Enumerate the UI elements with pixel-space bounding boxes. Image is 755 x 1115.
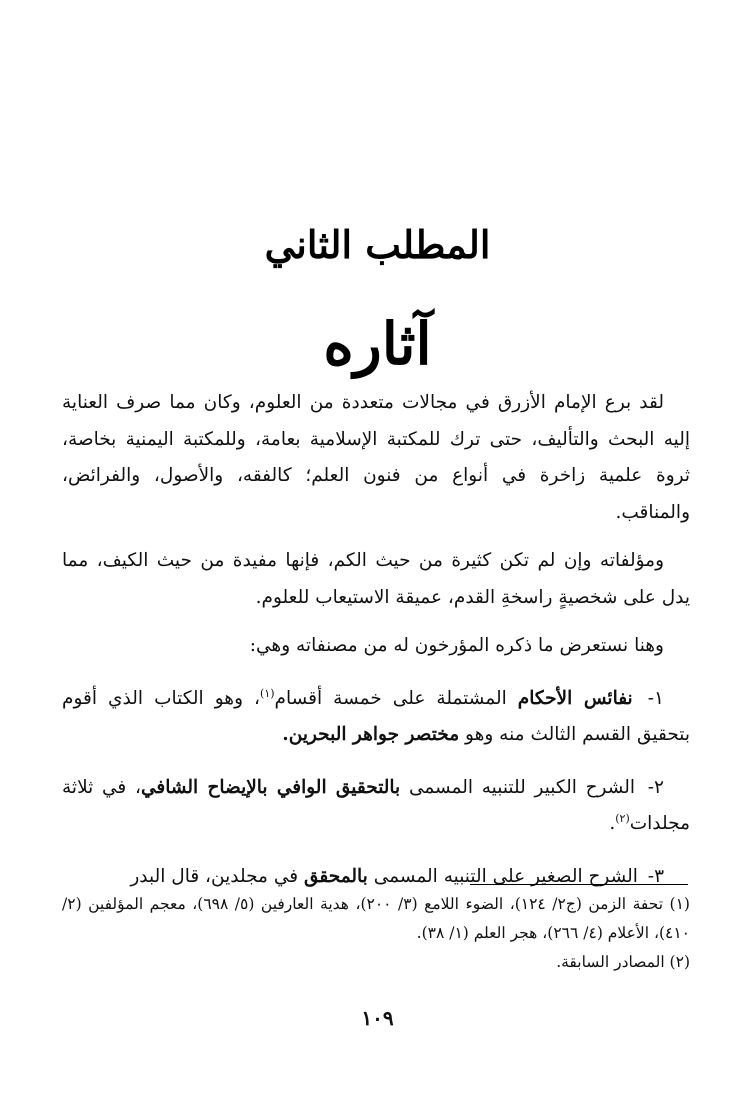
footnote-ref-1: (١) bbox=[260, 686, 275, 700]
body-text bbox=[62, 385, 690, 895]
list-item-text: المشتملة على خمسة أقسام bbox=[274, 687, 518, 709]
footnote-1: (١) تحفة الزمن (ج٢/ ١٢٤)، الضوء اللامع (٣/ ٢٠٠)، هدية العارفين (٥/ ٦٩٨)، معجم المؤلفين (٢/ ٤١٠)، الأعلام (٤/ ٢٦٦)، هجر العلم (١/ ٣٨). bbox=[62, 895, 690, 942]
list-item-text: في مجلدين، قال البدر bbox=[130, 865, 304, 887]
page-number: ١٠٩ bbox=[361, 1006, 394, 1030]
list-item-text: الشرح الكبير للتنبيه المسمى bbox=[400, 776, 644, 798]
list-item-number: ٢- bbox=[647, 776, 664, 798]
chapter-title: آثاره bbox=[323, 310, 432, 378]
book-title: بالتحقيق الوافي بالإيضاح الشافي bbox=[140, 776, 401, 798]
list-item-1 bbox=[62, 681, 690, 754]
book-title: نفائس الأحكام bbox=[517, 687, 633, 709]
section-title: المطلب الثاني bbox=[264, 222, 491, 267]
list-item-text: ، في ثلاثة مجلدات bbox=[62, 776, 690, 834]
paragraph-1: لقد برع الإمام الأزرق في مجالات متعددة من العلوم، وكان مما صرف العناية إليه البحث والتأليف، حتى ترك للمكتبة الإسلامية بعامة، وللمكتبة اليمنية بخاصة، ثروة علمية زاخرة في أنواع من فنون العلم؛ كالفقه، والأصول، والفرائض، والمناقب. bbox=[62, 392, 690, 523]
footnote-2: (٢) المصادر السابقة. bbox=[556, 953, 690, 971]
footnotes bbox=[62, 890, 690, 977]
list-item-number: ١- bbox=[647, 687, 664, 709]
list-item-2 bbox=[62, 770, 690, 843]
list-item-text: ، وهو الكتاب الذي أقوم بتحقيق القسم الثالث منه وهو bbox=[62, 687, 690, 745]
paragraph-3: وهنا نستعرض ما ذكره المؤرخون له من مصنفاته وهي: bbox=[249, 635, 664, 656]
list-item-text: . bbox=[609, 813, 616, 834]
footnote-ref-2: (٢) bbox=[615, 812, 630, 825]
book-title: مختصر جواهر البحرين. bbox=[282, 724, 460, 745]
paragraph-2: ومؤلفاته وإن لم تكن كثيرة من حيث الكم، فإنها مفيدة من حيث الكيف، مما يدل على شخصيةٍ راسخةِ القدم، عميقة الاستيعاب للعلوم. bbox=[62, 550, 690, 608]
book-title: بالمحقق bbox=[303, 865, 368, 887]
list-item-number: ٣- bbox=[647, 865, 664, 887]
list-item-text: الشرح الصغير على التنبيه المسمى bbox=[367, 865, 644, 887]
footnote-divider bbox=[470, 884, 688, 885]
